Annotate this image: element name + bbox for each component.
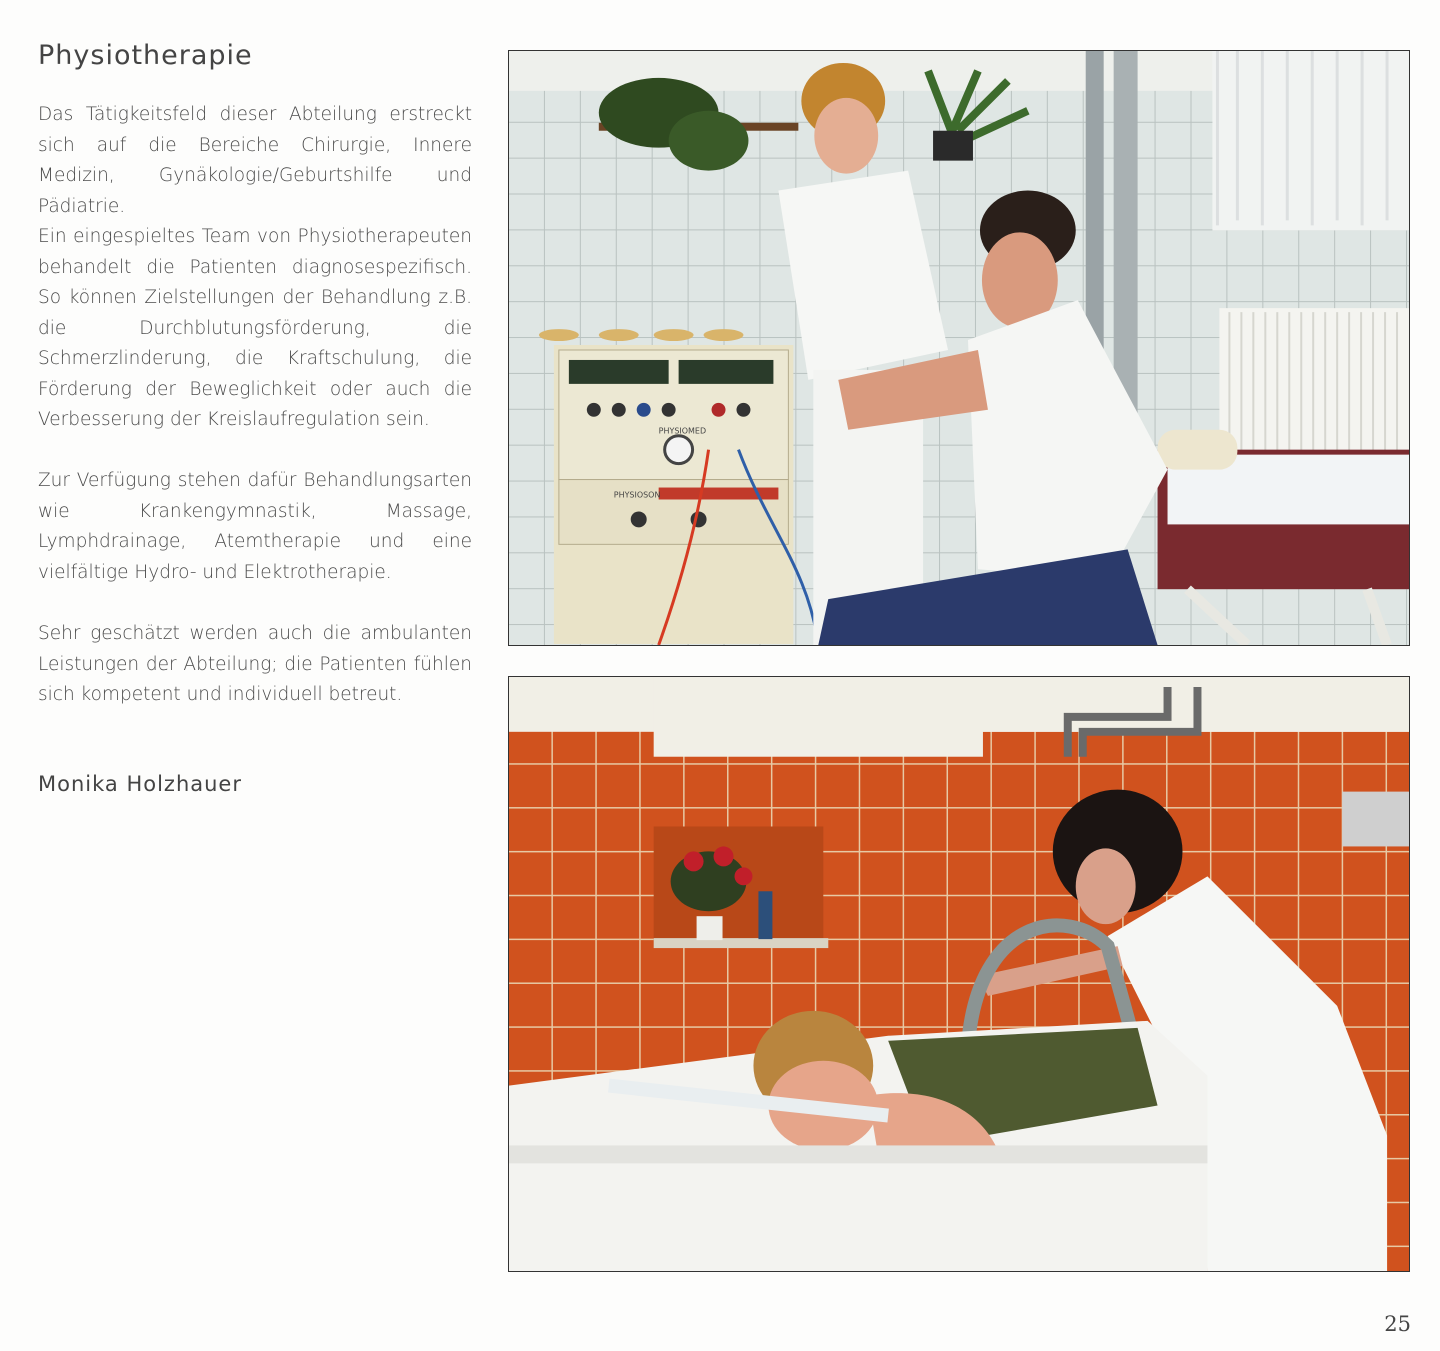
- page-number: 25: [1384, 1312, 1411, 1336]
- photo-electrotherapy: [508, 50, 1410, 646]
- photo-hydrotherapy: [508, 676, 1410, 1272]
- paragraph-scope: Das Tätigkeitsfeld dieser Abteilung erstreckt sich auf die Bereiche Chirurgie, Innere Medizin, Gynäkologie/Geburtshilfe und Pädiatrie.: [38, 104, 472, 217]
- page-title: Physiotherapie: [38, 40, 253, 71]
- physiomed-label: PHYSIOMED: [658, 426, 707, 436]
- paragraph-team: Ein eingespieltes Team von Physiotherapeuten behandelt die Patienten diagnosespezifisch. So können Zielstellungen der Behandlung z.B. die Durchblutungsförderung, die Schmerzlinderung, die Kraftschulung, die Förderung der Beweglichkeit oder auch die Verbesserung der Kreislaufregulation sein.: [38, 226, 472, 430]
- paragraph-treatments: Zur Verfügung stehen dafür Behandlungsarten wie Krankengymnastik, Massage, Lymphdrainage, Atemtherapie und eine vielfältige Hydro- und Elektrotherapie.: [38, 470, 472, 583]
- author-name: Monika Holzhauer: [38, 772, 242, 796]
- paragraph-outpatient: Sehr geschätzt werden auch die ambulanten Leistungen der Abteilung; die Patienten fühlen sich kompetent und individuell betreut.: [38, 623, 472, 705]
- physioson-label: PHYSIOSON: [613, 490, 661, 500]
